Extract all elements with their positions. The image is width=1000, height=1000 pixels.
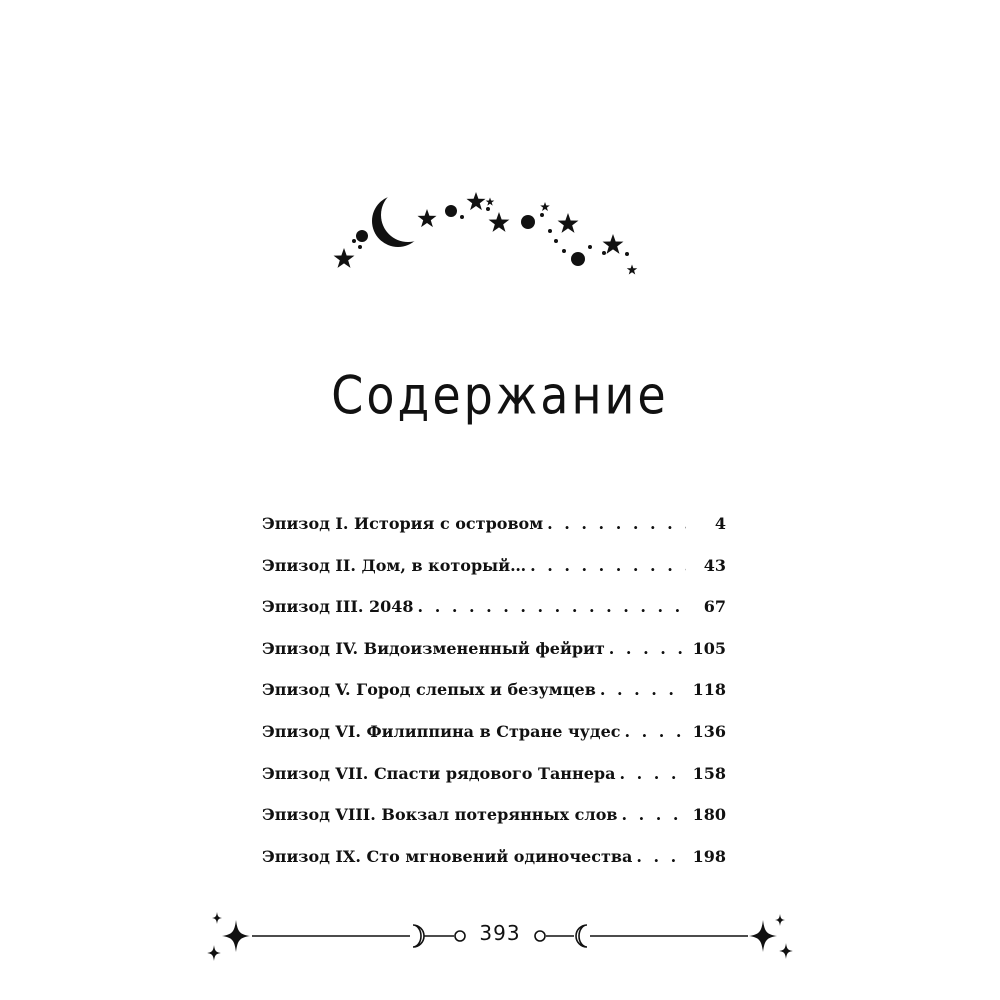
- toc-entry-title: Эпизод IV. Видоизмененный фейрит: [262, 638, 605, 658]
- toc-entry[interactable]: [262, 512, 726, 554]
- toc-entry-title: Эпизод V. Город слепых и безумцев: [262, 680, 596, 700]
- toc-entry[interactable]: [262, 595, 726, 637]
- table-of-contents: [262, 512, 726, 886]
- toc-dot-leader: [418, 595, 686, 619]
- circle-icon: [455, 931, 465, 941]
- toc-entry-page: 118: [692, 680, 726, 700]
- crescent-icon: [413, 925, 424, 947]
- toc-dot-leader: [609, 637, 686, 661]
- toc-dot-leader: [600, 678, 686, 702]
- toc-entry-title: Эпизод II. Дом, в который…: [262, 555, 527, 575]
- toc-entry[interactable]: [262, 845, 726, 887]
- toc-entry-page: 136: [692, 721, 726, 741]
- toc-dot-leader: [624, 720, 686, 744]
- toc-entry-title: Эпизод VII. Спасти рядового Таннера: [262, 763, 616, 783]
- toc-entry-page: 180: [692, 805, 726, 825]
- toc-entry-title: Эпизод VIII. Вокзал потерянных слов: [262, 805, 618, 825]
- toc-entry-page: 158: [692, 763, 726, 783]
- crescent-moon-icon: [372, 195, 424, 247]
- toc-entry[interactable]: [262, 762, 726, 804]
- toc-entry[interactable]: [262, 678, 726, 720]
- sparkle-stars-icon: [207, 912, 250, 961]
- page-number: 393: [479, 921, 521, 945]
- toc-dot-leader: [621, 803, 686, 827]
- toc-entry[interactable]: [262, 637, 726, 679]
- toc-entry[interactable]: [262, 720, 726, 762]
- toc-dot-leader: [619, 762, 686, 786]
- toc-entry-page: 198: [692, 846, 726, 866]
- toc-entry-page: 105: [692, 638, 726, 658]
- toc-entry-page: 4: [714, 514, 726, 533]
- toc-entry-title: Эпизод III. 2048: [262, 597, 414, 617]
- crescent-icon: [576, 925, 587, 947]
- toc-entry[interactable]: [262, 803, 726, 845]
- toc-entry[interactable]: [262, 554, 726, 596]
- circle-icon: [535, 931, 545, 941]
- toc-entry-page: 67: [703, 597, 726, 617]
- toc-entry-title: Эпизод I. История с островом: [262, 514, 544, 533]
- toc-dot-leader: [547, 512, 686, 536]
- toc-dot-leader: [636, 845, 686, 869]
- toc-entry-title: Эпизод IX. Сто мгновений одиночества: [262, 846, 633, 866]
- toc-dot-leader: [530, 554, 686, 578]
- page-title: Содержание: [331, 363, 669, 427]
- toc-entry-page: 43: [703, 555, 726, 575]
- crescent-moon-and-stars-arc-icon: [320, 175, 660, 285]
- toc-entry-title: Эпизод VI. Филиппина в Стране чудес: [262, 721, 621, 741]
- sparkle-stars-icon: [749, 914, 793, 959]
